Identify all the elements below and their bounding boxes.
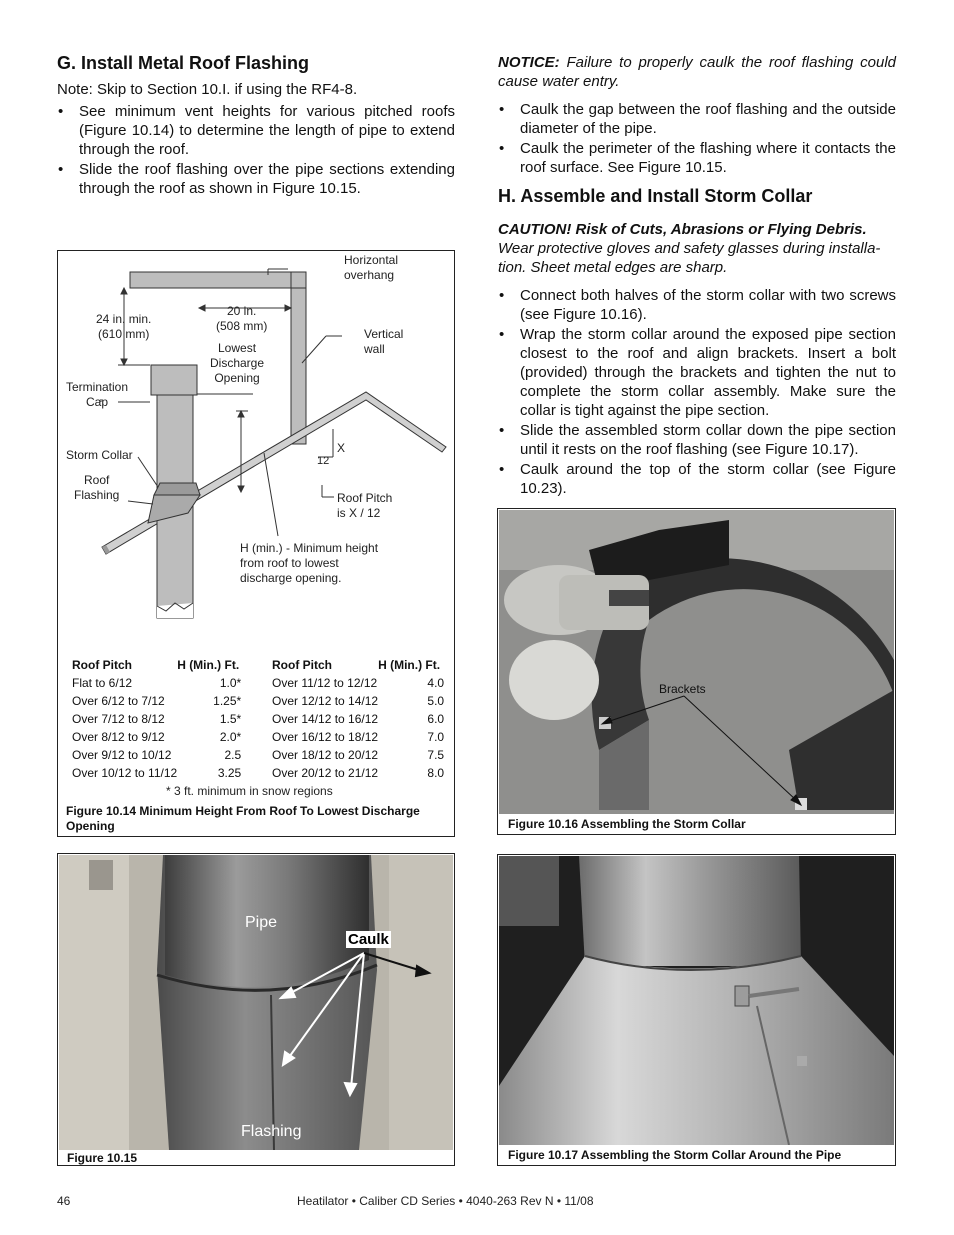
bullet-item: • Connect both halves of the storm collar with two screws (see Figure 10.16). xyxy=(498,286,896,324)
pitch-cell: Over 20/12 to 21/12 xyxy=(272,766,379,780)
label-h-min: H (min.) - Minimum height from roof to lowest discharge opening. xyxy=(240,541,379,585)
figure-10-16 xyxy=(497,508,896,835)
overhang-shape xyxy=(130,272,306,288)
pitch-cell: Over 11/12 to 12/12 xyxy=(272,676,378,690)
flashing-photo xyxy=(59,855,453,1150)
pitch-cell: Over 9/12 to 10/12 xyxy=(72,748,172,762)
col-roof-pitch: Roof Pitch xyxy=(272,658,332,672)
pitch-cell: Over 7/12 to 8/12 xyxy=(72,712,165,726)
height-cell: 3.25 xyxy=(217,766,242,780)
pitch-cell: Over 14/12 to 16/12 xyxy=(272,712,379,726)
label-termination-cap: Termination Cap xyxy=(66,380,129,409)
bullet-item: • Caulk the perimeter of the flashing where it contacts the roof surface. See Figure 10.15. xyxy=(498,139,896,177)
table-row xyxy=(272,730,444,748)
caution-label: CAUTION! Risk of Cuts, Abrasions or Flying Debris. xyxy=(498,221,867,238)
skip-note: Note: Skip to Section 10.I. if using the RF4-8. xyxy=(57,81,358,98)
pitch-cell: Over 12/12 to 14/12 xyxy=(272,694,379,708)
label-x: X xyxy=(337,441,346,455)
height-cell: 4.0 xyxy=(427,676,445,690)
label-brackets: Brackets xyxy=(659,682,706,696)
pitch-cell: Flat to 6/12 xyxy=(72,676,133,690)
table-row xyxy=(72,712,241,730)
bracket-arrows xyxy=(499,510,894,814)
height-cell: 1.0* xyxy=(219,676,242,690)
col-h-min: H (Min.) Ft. xyxy=(177,658,240,672)
section-g-bullets xyxy=(57,102,455,199)
label-horizontal-overhang: Horizontal overhang xyxy=(344,253,399,282)
table-row xyxy=(72,766,241,784)
notice xyxy=(498,53,896,91)
label-24-in-min: 24 in. min. (610 mm) xyxy=(96,312,152,341)
notice-text: Failure to properly caulk the roof flashing could cause water entry. xyxy=(498,54,896,90)
figure-10-15-caption: Figure 10.15 xyxy=(67,1151,138,1165)
label-caulk: Caulk xyxy=(348,931,389,948)
bullet-item: • Caulk the gap between the roof flashing and the outside diameter of the pipe. xyxy=(498,100,896,138)
figure-10-15 xyxy=(57,853,455,1166)
footer-text: Heatilator • Caliber CD Series • 4040-263 Rev N • 11/08 xyxy=(297,1194,594,1208)
storm-collar-pipe-photo xyxy=(499,856,894,1145)
wall-shape xyxy=(291,288,306,444)
storm-collar-shape xyxy=(154,483,200,495)
table-row xyxy=(272,676,444,694)
pitch-cell: Over 10/12 to 11/12 xyxy=(72,766,178,780)
pitch-cell: Over 16/12 to 18/12 xyxy=(272,730,379,744)
bullet-item: • See minimum vent heights for various pitched roofs (Figure 10.14) to determine the length of pipe to extend through the roof. xyxy=(57,102,455,159)
height-cell: 6.0 xyxy=(427,712,445,726)
figure-10-17-caption: Figure 10.17 Assembling the Storm Collar Around the Pipe xyxy=(508,1148,842,1162)
height-cell: 2.0* xyxy=(219,730,242,744)
caution-text: Wear protective gloves and safety glasses during installa-tion. Sheet metal edges are sharp. xyxy=(498,240,881,276)
pitch-table-left xyxy=(72,658,241,784)
table-row xyxy=(272,694,444,712)
table-row xyxy=(72,694,241,712)
label-storm-collar: Storm Collar xyxy=(66,448,133,462)
table-row xyxy=(72,730,241,748)
height-cell: 1.25* xyxy=(213,694,242,708)
label-lowest-discharge: Lowest Discharge Opening xyxy=(210,341,265,385)
label-roof-pitch: Roof Pitch is X / 12 xyxy=(337,491,393,520)
height-cell: 8.0 xyxy=(427,766,445,780)
table-row xyxy=(272,712,444,730)
table-row xyxy=(272,766,444,784)
label-vertical-wall: Vertical wall xyxy=(364,327,404,356)
storm-collar-bullets xyxy=(498,286,896,499)
table-row xyxy=(72,748,241,766)
figure-10-17 xyxy=(497,854,896,1166)
table-row xyxy=(72,676,241,694)
pitch-cell: Over 8/12 to 9/12 xyxy=(72,730,165,744)
roof-shape xyxy=(102,392,446,554)
height-cell: 2.5 xyxy=(224,748,242,762)
col-h-min: H (Min.) Ft. xyxy=(378,658,441,672)
label-20-in: 20 in. (508 mm) xyxy=(216,304,268,333)
figure-10-14-caption: Figure 10.14 Minimum Height From Roof To Lowest Discharge Opening xyxy=(66,804,420,833)
figure-10-14 xyxy=(57,250,455,837)
height-cell: 7.5 xyxy=(427,748,445,762)
termination-cap-shape xyxy=(151,365,197,395)
height-cell: 5.0 xyxy=(427,694,445,708)
section-h-heading: H. Assemble and Install Storm Collar xyxy=(498,186,813,206)
label-roof-flashing: Roof Flashing xyxy=(74,473,120,502)
page-number: 46 xyxy=(57,1194,71,1208)
height-cell: 7.0 xyxy=(427,730,445,744)
storm-collar-photo xyxy=(499,510,894,814)
figure-10-16-caption: Figure 10.16 Assembling the Storm Collar xyxy=(508,817,746,831)
label-12: 12 xyxy=(317,455,330,467)
caulk-bullets xyxy=(498,100,896,178)
caution xyxy=(498,220,896,277)
pitch-cell: Over 6/12 to 7/12 xyxy=(72,694,165,708)
bullet-item: • Slide the roof flashing over the pipe sections extending through the roof as shown in Figure 10.15. xyxy=(57,160,455,198)
col-roof-pitch: Roof Pitch xyxy=(72,658,132,672)
table-row xyxy=(272,748,444,766)
pitch-cell: Over 18/12 to 20/12 xyxy=(272,748,379,762)
bullet-item: • Caulk around the top of the storm collar (see Figure 10.23). xyxy=(498,460,896,498)
section-g-heading: G. Install Metal Roof Flashing xyxy=(57,53,310,73)
bullet-item: • Wrap the storm collar around the exposed pipe section closest to the roof and align brackets. Insert a bolt (provided) through the brackets and tighten the nut to complete the storm collar assembly. Make sure the collar is tight against the pipe section. xyxy=(498,325,896,420)
label-flashing: Flashing xyxy=(241,1123,302,1140)
notice-label: NOTICE: xyxy=(498,54,560,71)
bullet-item: • Slide the assembled storm collar down the pipe section until it rests on the roof flashing (see Figure 10.17). xyxy=(498,421,896,459)
pitch-table-right xyxy=(272,658,444,784)
height-cell: 1.5* xyxy=(219,712,242,726)
caulk-arrows xyxy=(59,855,453,1150)
snow-footnote: * 3 ft. minimum in snow regions xyxy=(166,784,333,798)
label-pipe: Pipe xyxy=(245,914,278,931)
